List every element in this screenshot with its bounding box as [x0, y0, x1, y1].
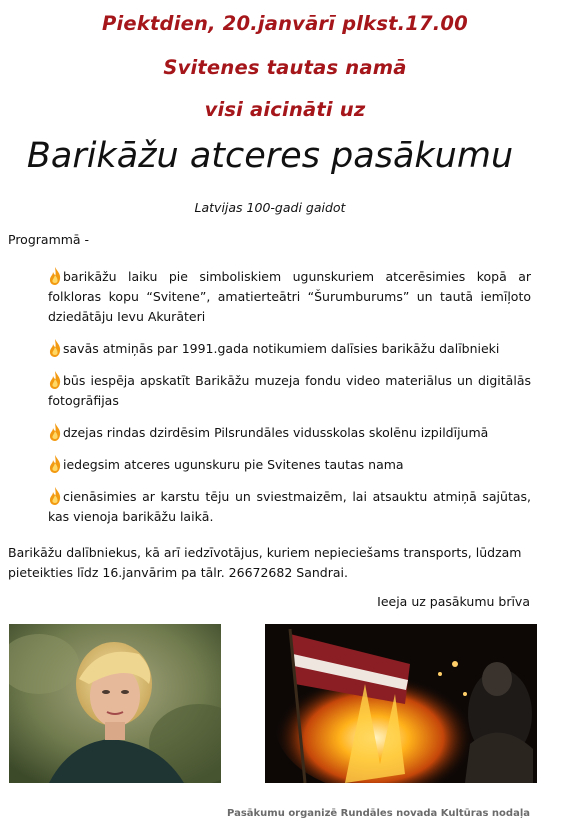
- flame-icon: [48, 338, 62, 358]
- program-item: barikāžu laiku pie simboliskiem ugunskuriem atcerēsimies kopā ar folkloras kopu “Svitene”, amatierteātri “Šurumburums” un tautā iemīļoto dziedātāju Ievu Akurāteri: [48, 266, 531, 327]
- program-item: būs iespēja apskatīt Barikāžu muzeja fondu video materiālus un digitālās fotogrāfijas: [48, 370, 531, 411]
- event-title: Barikāžu atceres pasākumu: [26, 136, 514, 176]
- event-venue-line: Svitenes tautas namā: [163, 56, 407, 79]
- program-item: dzejas rindas dzirdēsim Pilsrundāles vidusskolas skolēnu izpildījumā: [48, 422, 531, 443]
- invitation-line: visi aicināti uz: [204, 98, 366, 121]
- organizer-footer: Pasākumu organizē Rundāles novada Kultūras nodaļa: [227, 808, 530, 819]
- transport-note: Barikāžu dalībniekus, kā arī iedzīvotājus, kuriem nepieciešams transports, lūdzam pieteikties līdz 16.janvārim pa tālr. 26672682 Sandrai.: [8, 545, 522, 580]
- event-date-line: Piektdien, 20.janvārī plkst.17.00: [102, 12, 468, 35]
- flame-icon: [48, 266, 62, 286]
- bonfire-flag-photo: [265, 624, 537, 783]
- program-label: Programmā -: [8, 232, 90, 247]
- program-list: [48, 266, 531, 538]
- flame-icon: [48, 422, 62, 442]
- flame-icon: [48, 486, 62, 506]
- flame-icon: [48, 370, 62, 390]
- program-item: iedegsim atceres ugunskuru pie Svitenes tautas nama: [48, 454, 531, 475]
- flame-icon: [48, 454, 62, 474]
- singer-portrait-photo: [9, 624, 221, 783]
- program-item: savās atmiņās par 1991.gada notikumiem dalīsies barikāžu dalībnieki: [48, 338, 531, 359]
- program-item: cienāsimies ar karstu tēju un sviestmaizēm, lai atsauktu atmiņā sajūtas, kas vienoja barikāžu laikā.: [48, 486, 531, 527]
- event-subtitle: Latvijas 100-gadi gaidot: [194, 200, 346, 215]
- entry-note: Ieeja uz pasākumu brīva: [377, 594, 530, 609]
